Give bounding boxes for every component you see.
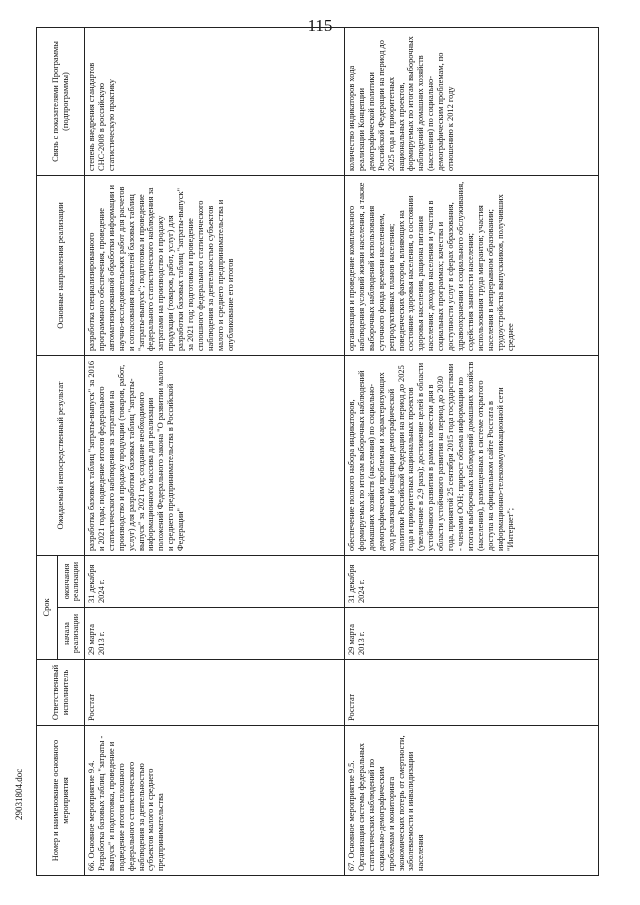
program-activities-table <box>36 27 599 876</box>
activity-name: Основное мероприятие 9.4. Разработка базовых таблиц "затраты - выпуск" и подготовка, проведение и подведение итогов сплошного федерального статистического наблюдения за деятельностью субъектов малого и среднего предпринимательства <box>87 735 166 871</box>
header-term: Срок <box>37 556 58 660</box>
activity-name: Основное мероприятие 9.5. Организация системы федеральных статистических наблюдений по социально-демографическим проблемам и мониторинга экономических потерь от смертности, заболеваемости и инвалидизации населения <box>347 735 426 871</box>
executor-cell: Росстат <box>85 660 345 726</box>
activity-cell <box>345 726 599 876</box>
header-term-end: окончания реализации <box>58 556 85 608</box>
header-result: Ожидаемый непосредственный результат <box>37 356 85 556</box>
result-cell: обеспечение полного набора индикаторов, формируемых по итогам выборочных наблюдений домашних хозяйств (населения) по социально-демографическим проблемам и характеризующих ход реализации Концепции демографической политики Российской Федерации на период до 2025 года и приоритетных национальных проектов (увеличение в 2,9 раза); достижение целей в области устойчивого развития в рамках повестки дня в области устойчивого развития на период до 2030 года, принятой 25 сентября 2015 года государствами - членами ООН; прирост объема информации по итогам выборочных наблюдений домашних хозяйств (населения), размещенных в системе открытого доступа на официальном сайте Росстата в информационно-телекоммуникационной сети "Интернет"; <box>345 356 599 556</box>
header-executor: Ответственный исполнитель <box>37 660 85 726</box>
directions-cell: организация и проведение комплексного наблюдения условий жизни населения, а также выборочных наблюдений использования суточного фонда времени населением, репродуктивных планов населения; поведенческих факторов, влияющих на состояние здоровья населения, о состоянии здоровья населения, рациона питания населения; доходов населения и участия в социальных программах; качества и доступности услуг в сферах образования, здравоохранения и социального обслуживания, содействия занятости населения; использования труда мигрантов; участия населения в непрерывном образовании; трудоустройства выпускников, получивших среднее <box>345 176 599 356</box>
header-directions: Основные направления реализации <box>37 176 85 356</box>
table-row <box>85 28 345 876</box>
link-cell: степень внедрения стандартов СНС-2008 в российскую статистическую практику <box>85 28 345 176</box>
header-term-start: начала реализации <box>58 608 85 660</box>
directions-cell: разработка специализированного программного обеспечения, проведение автоматизированной обработки информации и научно-исследовательских работ для расчетов и согласования показателей базовых таблиц "затраты-выпуск"; подготовка и проведение федерального статистического наблюдения за затратами на производство и продажу продукции (товаров, работ, услуг) для разработки базовых таблиц "затраты-выпуск" за 2021 год; подготовка и проведение сплошного федерального статистического наблюдения за деятельностью субъектов малого и среднего предпринимательства и опубликование его итогов <box>85 176 345 356</box>
rotated-table-container <box>36 28 599 876</box>
table-row <box>345 28 599 876</box>
activity-cell <box>85 726 345 876</box>
start-date-cell: 29 марта 2013 г. <box>345 608 599 660</box>
header-link: Связь с показателями Программы (подпрограммы) <box>37 28 85 176</box>
link-cell: количество индикаторов хода реализации Концепции демографической политики Российской Федерации на период до 2025 года и приоритетных национальных проектов, формируемых по итогам выборочных наблюдений домашних хозяйств (населения) по социально-демографическим проблемам, по отношению к 2012 году <box>345 28 599 176</box>
end-date-cell: 31 декабря 2024 г. <box>85 556 345 608</box>
result-cell: разработка базовых таблиц "затраты-выпуск" за 2016 и 2021 годы; подведение итогов федерального статистического наблюдения за затратами на производство и продажу продукции (товаров, работ, услуг) для разработки базовых таблиц "затраты-выпуск" за 2021 год; создание необходимого информационного массива для реализации положений Федерального закона "О развитии малого и среднего предпринимательства в Российской Федерации" <box>85 356 345 556</box>
header-activity: Номер и наименование основного мероприятия <box>37 726 85 876</box>
row-number: 66. <box>87 860 96 871</box>
executor-cell: Росстат <box>345 660 599 726</box>
start-date-cell: 29 марта 2013 г. <box>85 608 345 660</box>
row-number: 67. <box>347 860 356 871</box>
document-code: 29031804.doc <box>14 768 24 820</box>
page-number: 115 <box>307 16 333 35</box>
end-date-cell: 31 декабря 2024 г. <box>345 556 599 608</box>
